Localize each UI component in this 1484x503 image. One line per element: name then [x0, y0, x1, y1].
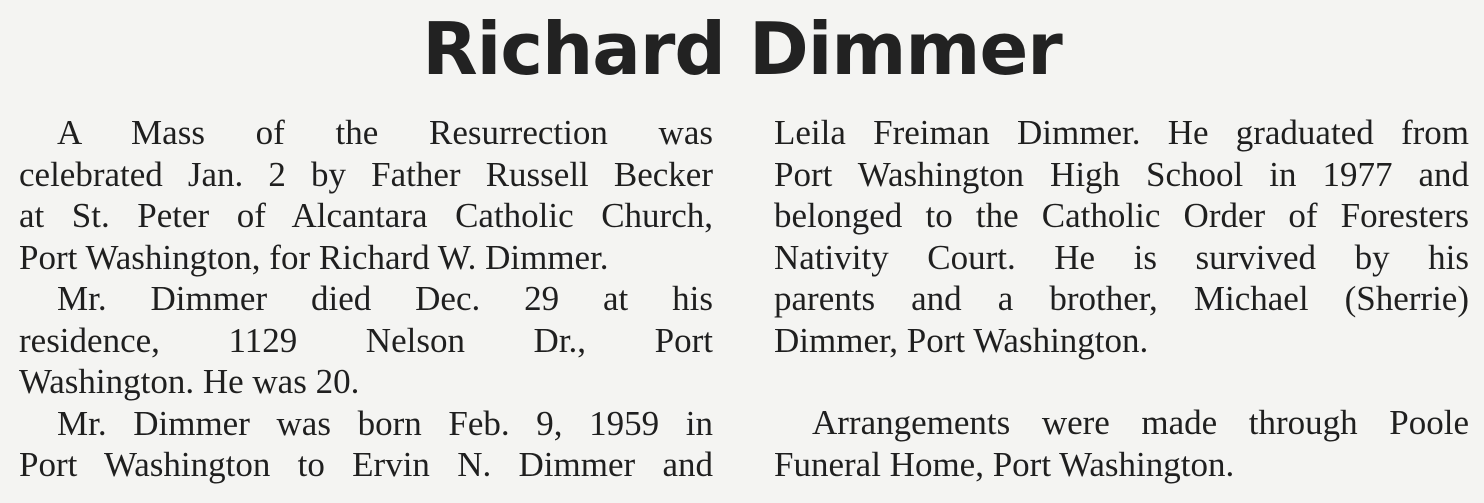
text-line: Leila Freiman Dimmer. He graduated from: [774, 113, 1469, 152]
left-column: [19, 112, 713, 486]
text-line: celebrated Jan. 2 by Father Russell Becker: [19, 154, 713, 194]
text-line: belonged to the Catholic Order of Foresters: [774, 196, 1469, 235]
text-line: Mr. Dimmer was born Feb. 9, 1959 in: [57, 403, 713, 443]
text-line: Arrangements were made through Poole: [812, 403, 1469, 442]
text-line: residence, 1129 Nelson Dr., Port: [19, 320, 713, 360]
right-column: [774, 112, 1469, 485]
text-line: Port Washington to Ervin N. Dimmer and: [19, 445, 713, 484]
text-line: Dimmer, Port Washington.: [774, 320, 1149, 360]
text-line: Mr. Dimmer died Dec. 29 at his: [57, 279, 713, 318]
paragraph-gap: [774, 361, 1469, 402]
text-line: Port Washington, for Richard W. Dimmer.: [19, 237, 609, 277]
text-line: Nativity Court. He is survived by his: [774, 237, 1469, 277]
text-line: Funeral Home, Port Washington.: [774, 444, 1235, 484]
text-line: A Mass of the Resurrection was: [57, 113, 713, 152]
text-line: at St. Peter of Alcantara Catholic Church,: [19, 196, 713, 235]
text-line: Port Washington High School in 1977 and: [774, 154, 1469, 194]
obituary-title: Richard Dimmer: [422, 7, 1062, 91]
text-line: parents and a brother, Michael (Sherrie): [774, 279, 1469, 318]
text-line: Washington. He was 20.: [19, 362, 360, 401]
